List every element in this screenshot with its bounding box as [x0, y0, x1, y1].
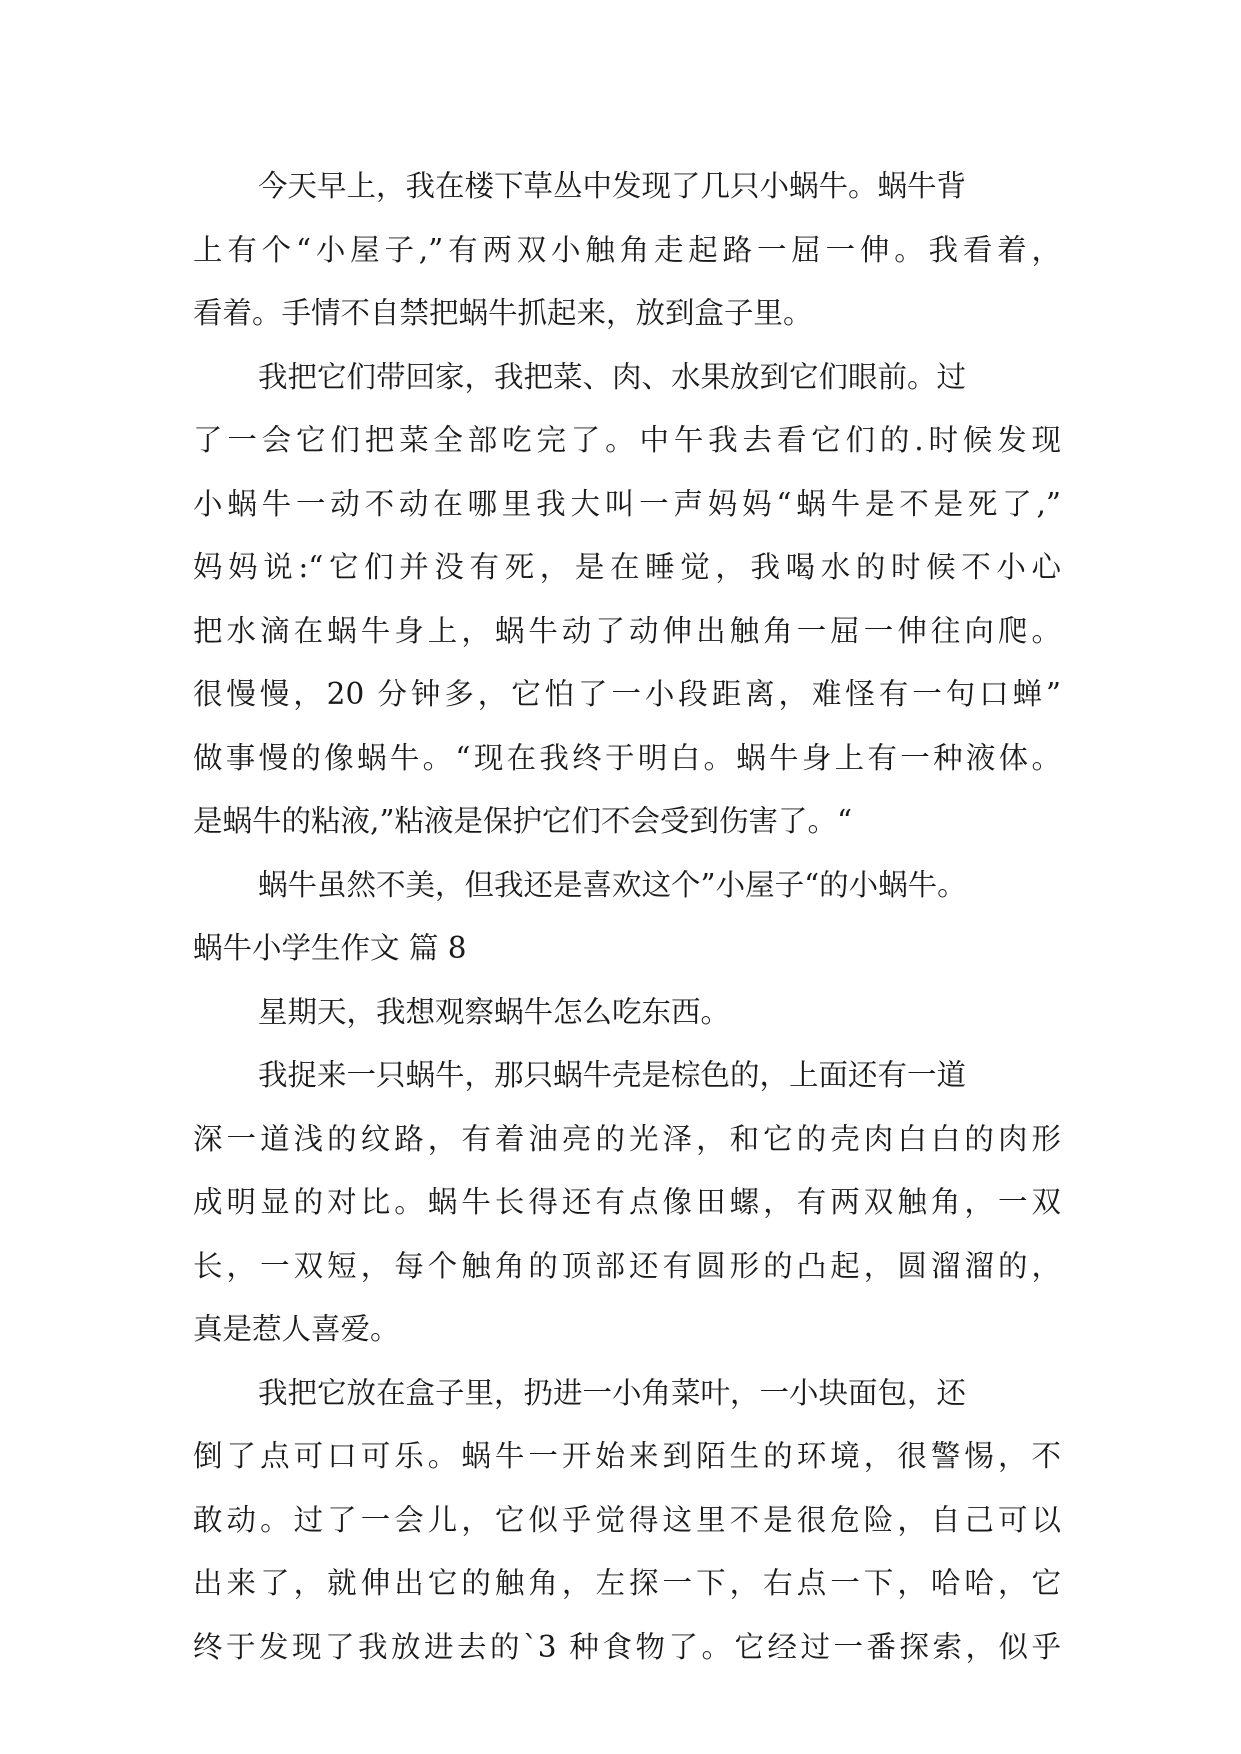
text-line-1: 今天早上，我在楼下草丛中发现了几只小蜗牛。蜗牛背	[258, 169, 967, 203]
text-line-5: 了一会它们把菜全部吃完了。中午我去看它们的.时候发现	[193, 423, 1061, 457]
text-line-12: 蜗牛虽然不美，但我还是喜欢这个”小屋子“的小蜗牛。	[258, 867, 967, 902]
text-line-6: 小蜗牛一动不动在哪里我大叫一声妈妈“蜗牛是不是死了,”	[193, 486, 1061, 521]
text-line-9: 很慢慢，20 分钟多，它怕了一小段距离，难怪有一句口蝉”	[193, 677, 1061, 711]
text-line-2: 上有个“小屋子,”有两双小触角走起路一屈一伸。我看着，	[193, 232, 1061, 267]
text-line-19: 真是惹人喜爱。	[193, 1312, 400, 1346]
text-line-3: 看着。手情不自禁把蜗牛抓起来，放到盒子里。	[193, 296, 813, 330]
text-line-8: 把水滴在蜗牛身上，蜗牛动了动伸出触角一屈一伸往向爬。	[193, 613, 1061, 648]
text-line-14: 星期天，我想观察蜗牛怎么吃东西。	[258, 994, 731, 1029]
text-line-4: 我把它们带回家，我把菜、肉、水果放到它们眼前。过	[258, 359, 967, 394]
text-line-7: 妈妈说:“它们并没有死，是在睡觉，我喝水的时候不小心	[193, 550, 1061, 584]
text-line-10: 做事慢的像蜗牛。“现在我终于明白。蜗牛身上有一种液体。	[193, 740, 1061, 775]
section-heading: 蜗牛小学生作文 篇 8	[193, 931, 467, 965]
text-line-11: 是蜗牛的粘液,”粘液是保护它们不会受到伤害了。“	[193, 804, 853, 838]
text-line-24: 终于发现了我放进去的`3 种食物了。它经过一番探索，似乎	[193, 1629, 1061, 1664]
text-line-20: 我把它放在盒子里，扔进一小角菜叶，一小块面包，还	[258, 1375, 967, 1410]
text-line-22: 敢动。过了一会儿，它似乎觉得这里不是很危险，自己可以	[193, 1502, 1061, 1537]
text-line-16: 深一道浅的纹路，有着油亮的光泽，和它的壳肉白白的肉形	[193, 1121, 1061, 1156]
text-line-23: 出来了，就伸出它的触角，左探一下，右点一下，哈哈，它	[193, 1566, 1061, 1600]
text-line-15: 我捉来一只蜗牛，那只蜗牛壳是棕色的，上面还有一道	[258, 1058, 967, 1092]
essay-body	[193, 155, 1061, 1679]
text-line-17: 成明显的对比。蜗牛长得还有点像田螺，有两双触角，一双	[193, 1185, 1061, 1219]
text-line-21: 倒了点可口可乐。蜗牛一开始来到陌生的环境，很警惕，不	[193, 1439, 1061, 1473]
text-line-18: 长，一双短，每个触角的顶部还有圆形的凸起，圆溜溜的，	[193, 1248, 1061, 1283]
